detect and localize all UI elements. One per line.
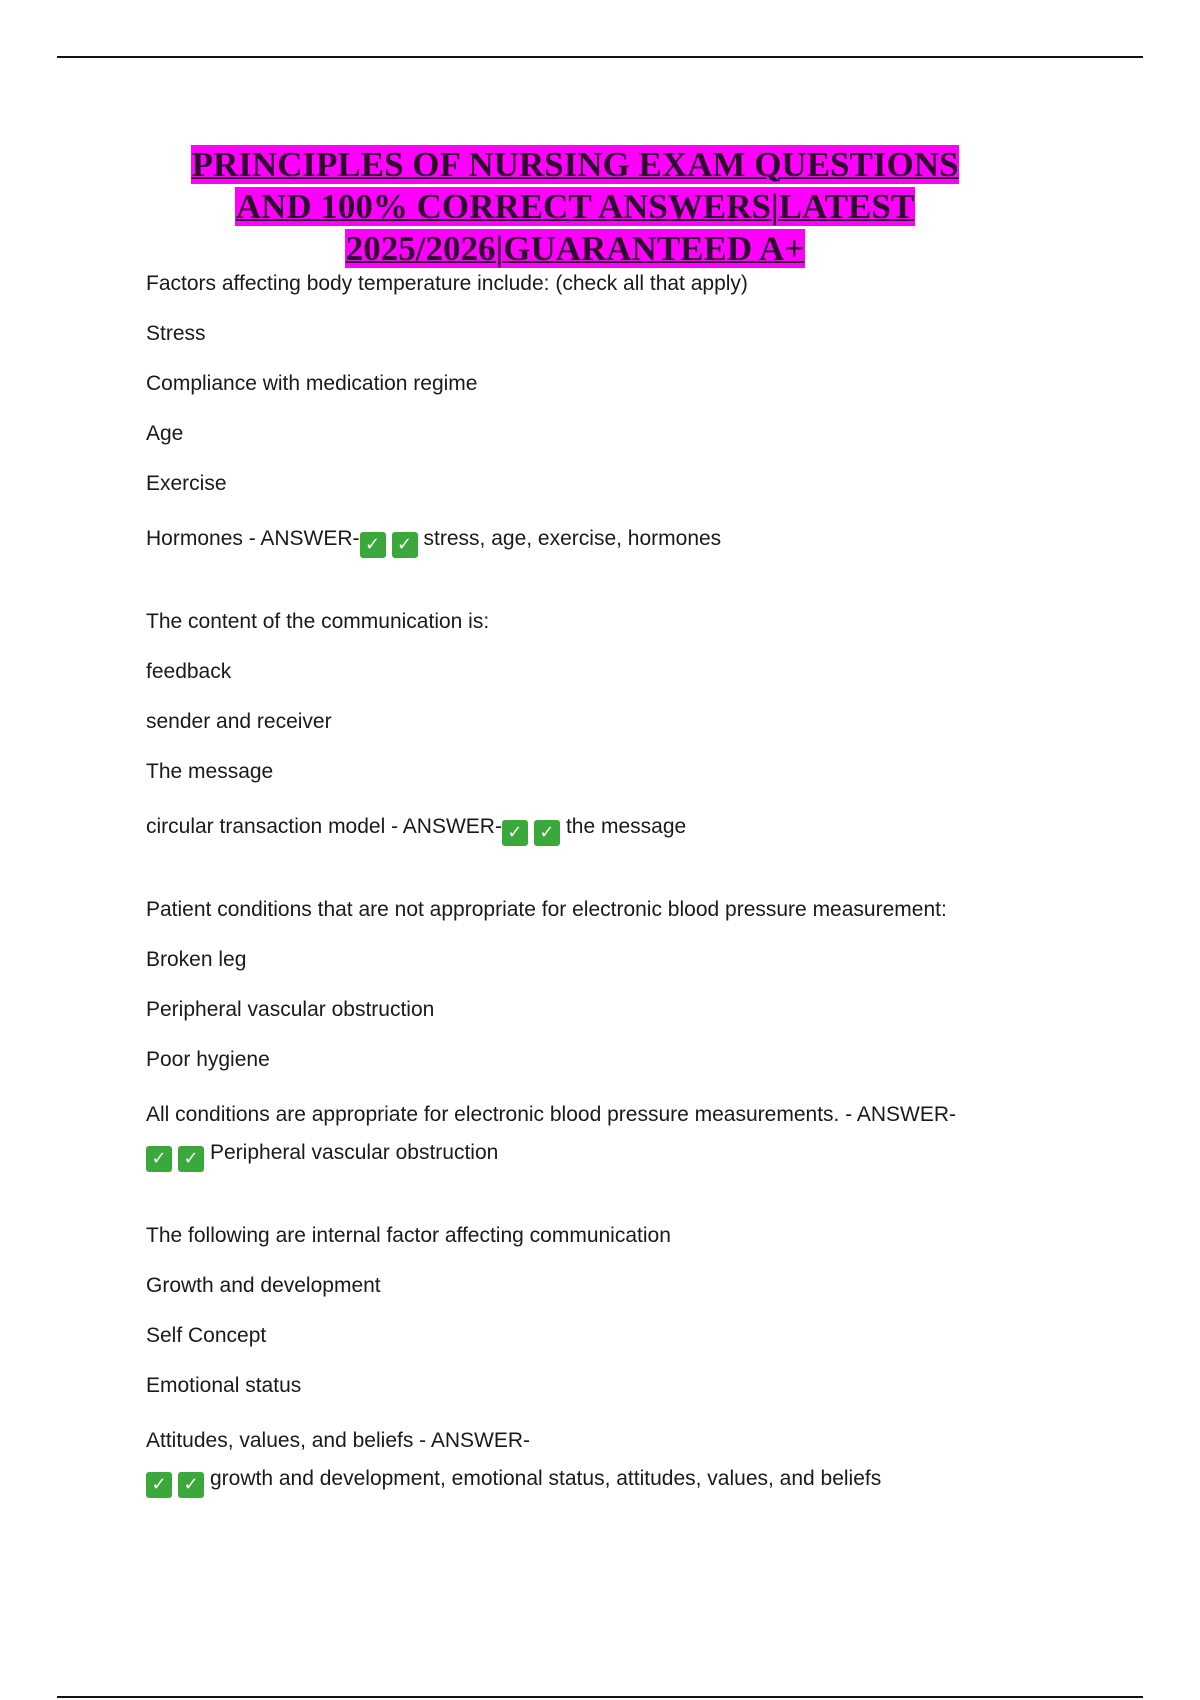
answer-prefix: Attitudes, values, and beliefs - ANSWER-	[146, 1429, 530, 1452]
check-mark-icon: ✓	[178, 1146, 204, 1172]
header-rule	[57, 56, 1143, 58]
answer-line	[146, 1422, 1026, 1460]
question-block	[146, 608, 1026, 846]
option-text: Growth and development	[146, 1274, 381, 1297]
check-mark-icon: ✓	[146, 1472, 172, 1498]
option-text: The message	[146, 760, 274, 783]
question-text: The content of the communication is:	[146, 610, 490, 633]
question-block	[146, 896, 1026, 1172]
option-text: Age	[146, 422, 184, 445]
option-text: Compliance with medication regime	[146, 372, 478, 395]
title-line-1: PRINCIPLES OF NURSING EXAM QUESTIONS	[191, 145, 959, 184]
option-text: Exercise	[146, 472, 227, 495]
answer-line	[146, 808, 1026, 846]
answer-text: the message	[565, 815, 687, 838]
check-mark-icon: ✓	[392, 532, 418, 558]
option-text: Peripheral vascular obstruction	[146, 998, 435, 1021]
title-line-2: AND 100% CORRECT ANSWERS|LATEST	[235, 187, 915, 226]
check-mark-icon: ✓	[502, 820, 528, 846]
answer-text: stress, age, exercise, hormones	[423, 527, 722, 550]
question-block	[146, 1222, 1026, 1498]
title-line-3: 2025/2026|GUARANTEED A+	[345, 229, 805, 268]
option-text: Broken leg	[146, 948, 247, 971]
question-text: Factors affecting body temperature include: (check all that apply)	[146, 272, 748, 295]
check-mark-icon: ✓	[360, 532, 386, 558]
question-list	[146, 270, 1026, 1498]
option-text: Poor hygiene	[146, 1048, 270, 1071]
option-text: Stress	[146, 322, 206, 345]
document-title	[140, 144, 1010, 270]
answer-line	[146, 1096, 1026, 1134]
option-text: Self Concept	[146, 1324, 267, 1347]
answer-prefix: Hormones - ANSWER-	[146, 527, 360, 550]
answer-text: Peripheral vascular obstruction	[210, 1141, 499, 1164]
option-text: Emotional status	[146, 1374, 302, 1397]
footer-rule	[57, 1696, 1143, 1698]
check-mark-icon: ✓	[178, 1472, 204, 1498]
check-mark-icon: ✓	[146, 1146, 172, 1172]
answer-line-continued	[146, 1460, 1026, 1498]
answer-prefix: circular transaction model - ANSWER-	[146, 815, 502, 838]
option-text: sender and receiver	[146, 710, 332, 733]
check-mark-icon: ✓	[534, 820, 560, 846]
question-block	[146, 270, 1026, 558]
answer-text: growth and development, emotional status, attitudes, values, and beliefs	[210, 1467, 882, 1490]
question-text: The following are internal factor affecting communication	[146, 1224, 671, 1247]
question-text: Patient conditions that are not appropriate for electronic blood pressure measurement:	[146, 898, 947, 921]
answer-prefix: All conditions are appropriate for electronic blood pressure measurements. - ANSWER-	[146, 1103, 957, 1126]
option-text: feedback	[146, 660, 232, 683]
answer-line	[146, 520, 1026, 558]
answer-line-continued	[146, 1134, 1026, 1172]
